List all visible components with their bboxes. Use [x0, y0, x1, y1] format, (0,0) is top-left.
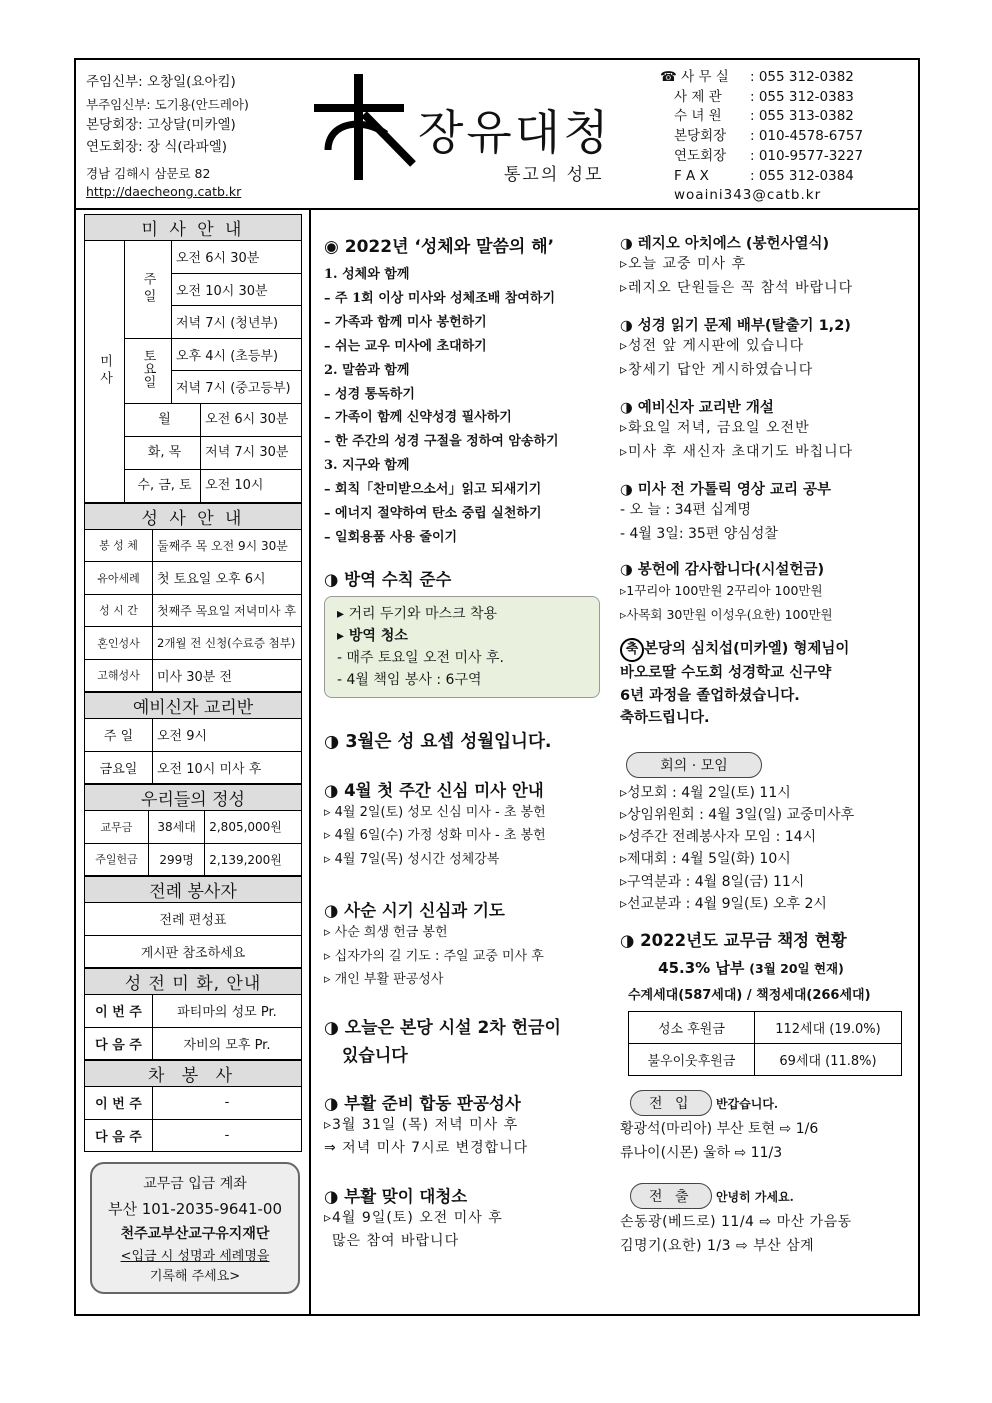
list-item: ▹3월 31일 (목) 저녁 미사 후	[324, 1116, 519, 1133]
header	[76, 60, 918, 210]
saturday-time: 저녁 7시 (중고등부)	[172, 371, 302, 404]
offering-count: 38세대	[149, 811, 205, 844]
meeting-label: 회의 · 모임	[626, 752, 762, 778]
tithe-date: (3월 20일 현재)	[749, 961, 844, 977]
joseph-notice: ◑ 3월은 성 요셉 성월입니다.	[324, 731, 552, 752]
tithe-rate: 45.3% 납부	[658, 959, 745, 978]
meeting-list	[620, 782, 912, 916]
list-item: – 쉬는 교우 미사에 초대하기	[324, 338, 487, 354]
middle-column	[324, 232, 614, 1254]
weekday-row: 수, 금, 토 오전 10시	[125, 469, 302, 502]
account-title: 교무금 입금 계좌	[143, 1176, 247, 1192]
bible-title: ◑ 성경 읽기 문제 배부(탈출기 1,2)	[620, 318, 851, 334]
list-item: ▹구역분과 : 4월 8일(금) 11시	[620, 873, 805, 890]
list-item: ▹레지오 단원들은 꼭 참석 바랍니다	[620, 279, 854, 296]
offering-amount: 2,139,200원	[205, 843, 302, 876]
address: 경남 김해시 삼문로 82	[86, 166, 211, 181]
firstweek-title: ◑ 4월 첫 주간 신심 미사 안내	[324, 780, 544, 800]
contact-row: ☎ 사 무 실 : 055 312-0382	[660, 69, 854, 85]
support-table	[628, 1011, 902, 1076]
list-item: ▹성주간 전례봉사자 모임 : 14시	[620, 829, 817, 846]
thanks-list	[620, 579, 912, 626]
list-item: 1. 성체와 함께	[324, 267, 410, 282]
sacrament-name: 고해성사	[85, 659, 153, 692]
contact-row: F A X : 055 312-0384	[674, 167, 854, 184]
sunday-time: 오전 10시 30분	[172, 273, 302, 306]
list-item: – 가족과 함께 미사 봉헌하기	[324, 314, 487, 330]
bulletin-title: 장유대청	[418, 106, 612, 161]
website-link[interactable]: http://daecheong.catb.kr	[86, 184, 242, 199]
sacrament-name: 성 시 간	[85, 594, 153, 627]
list-item: - 4월 책임 봉사 : 6구역	[337, 671, 482, 688]
list-item: ⇒ 저녁 미사 7시로 변경합니다	[324, 1140, 529, 1157]
catechumen-list	[620, 417, 912, 464]
support-value: 69세대 (11.8%)	[754, 1044, 901, 1076]
liturgy-table	[84, 876, 302, 968]
list-item: ▹미사 후 새신자 초대기도 바칩니다	[620, 443, 854, 460]
list-item: – 가족이 함께 신약성경 필사하기	[324, 410, 512, 426]
flower-week: 다 음 주	[85, 1027, 153, 1060]
flower-table	[84, 968, 302, 1060]
list-item: - 매주 토요일 오전 미사 후.	[337, 649, 504, 666]
driver-week: 다 음 주	[85, 1119, 153, 1152]
contact-row: 본당회장 : 010-4578-6757	[674, 128, 864, 145]
offering-amount: 2,805,000원	[205, 811, 302, 844]
list-item: - 오 늘 : 34편 십계명	[620, 502, 751, 518]
out-label: 전 출	[630, 1183, 712, 1209]
offering-count: 299명	[149, 843, 205, 876]
legio-title: ◑ 레지오 아치에스 (봉헌사열식)	[620, 236, 830, 252]
congrats-line: 6년 과정을 졸업하셨습니다.	[620, 687, 800, 704]
list-item: ▹오늘 교중 미사 후	[620, 256, 747, 272]
lent-title: ◑ 사순 시기 신심과 기도	[324, 901, 505, 921]
liturgy-title: 전례 봉사자	[85, 877, 302, 903]
cleaning-list	[324, 1207, 614, 1254]
list-item: 류나이(시몬) 울하 ⇨ 11/3	[620, 1144, 783, 1161]
sacrament-value: 2개월 전 신청(수료증 첨부)	[153, 627, 302, 660]
liturgy-row: 게시판 참조하세요	[85, 935, 302, 968]
support-value: 112세대 (19.0%)	[754, 1012, 901, 1044]
saturday-time: 오후 4시 (초등부)	[172, 338, 302, 371]
legio-list	[620, 253, 912, 300]
list-item: ▸ 방역 청소	[337, 627, 408, 644]
second-offering	[324, 1014, 614, 1070]
list-item: – 일회용품 사용 줄이기	[324, 529, 458, 545]
bulletin-subtitle: 통고의 성모	[504, 165, 604, 185]
driver-week: 이 번 주	[85, 1087, 153, 1120]
mass-title: 미 사 안 내	[85, 215, 302, 241]
sacrament-value: 미사 30분 전	[153, 659, 302, 692]
driver-table	[84, 1060, 302, 1152]
catechumen-title: 예비신자 교리반	[85, 693, 302, 719]
sacrament-title: 성 사 안 내	[85, 503, 302, 529]
offering-name: 교무금	[85, 811, 149, 844]
firstweek-list	[324, 801, 614, 872]
confession-list	[324, 1114, 614, 1161]
in-row	[630, 1090, 912, 1116]
list-item: 2. 말씀과 함께	[324, 362, 410, 378]
cleaning-title: ◑ 부활 맞이 대청소	[324, 1186, 468, 1206]
tithe-sub: 수계세대(587세대) / 책정세대(266세대)	[628, 988, 871, 1004]
cross-logo-icon	[308, 72, 418, 182]
congrats-line: 본당의 심치섭(미카엘) 형제님이	[644, 641, 850, 657]
catechumen-day: 주 일	[85, 719, 153, 752]
email[interactable]: woaini343@catb.kr	[674, 187, 822, 204]
offering-table	[84, 784, 302, 876]
staff-row: 본당회장: 고상달(미카엘)	[86, 117, 236, 133]
support-name: 성소 후원금	[629, 1012, 755, 1044]
video-list	[620, 499, 912, 546]
staff-row: 주임신부: 오창일(요아킴)	[86, 74, 236, 90]
list-item: ▹4월 9일(토) 오전 미사 후	[324, 1209, 503, 1226]
account-owner: 천주교부산교구유지재단	[120, 1226, 270, 1242]
contact-row: 연도회장 : 010-9577-3227	[674, 147, 864, 164]
list-item: – 에너지 절약하여 탄소 중립 실천하기	[324, 506, 542, 522]
list-item: 손동광(베드로) 11/4 ⇨ 마산 가음동	[620, 1214, 852, 1231]
in-list	[620, 1118, 912, 1165]
bulletin-frame	[74, 58, 920, 1316]
catechumen-time: 오전 10시 미사 후	[153, 751, 302, 784]
mass-label: 미 사	[85, 241, 125, 503]
thanks-title: ◑ 봉헌에 감사합니다(시설헌금)	[620, 562, 825, 578]
quarantine-title: ◑ 방역 수칙 준수	[324, 569, 452, 589]
sacrament-table	[84, 503, 302, 693]
list-item: ▹사목회 30만원 이성우(요한) 100만원	[620, 606, 833, 622]
sunday-label: 주 일	[125, 241, 172, 339]
year-title: ◉ 2022년 ‘성체와 말씀의 해’	[324, 237, 555, 257]
sacrament-value: 둘째주 목 오전 9시 30분	[153, 529, 302, 562]
list-item: ▹성전 앞 게시판에 있습니다	[620, 338, 805, 354]
list-item: – 성경 통독하기	[324, 386, 415, 402]
driver-title: 차 봉 사	[85, 1061, 302, 1087]
in-note: 반갑습니다.	[715, 1097, 779, 1112]
liturgy-row: 전례 편성표	[85, 903, 302, 936]
sunday-time: 오전 6시 30분	[172, 241, 302, 274]
quarantine-box	[324, 596, 600, 698]
congrats-line: 축하드립니다.	[620, 710, 710, 726]
staff-row: 부주임신부: 도기용(안드레아)	[86, 96, 249, 112]
driver-value: -	[153, 1087, 302, 1120]
column-divider	[309, 210, 311, 1316]
mass-table	[84, 214, 302, 503]
offering-title: 우리들의 정성	[85, 785, 302, 811]
catechumen-time: 오전 9시	[153, 719, 302, 752]
sunday-time: 저녁 7시 (청년부)	[172, 306, 302, 339]
sacrament-value: 첫 토요일 오후 6시	[153, 562, 302, 595]
sacrament-name: 유아세례	[85, 562, 153, 595]
congrats-mark: 축	[620, 638, 644, 662]
list-item: – 회칙「찬미받으소서」읽고 되새기기	[324, 482, 542, 498]
catechumen-table	[84, 692, 302, 784]
sacrament-name: 봉 성 체	[85, 529, 153, 562]
congrats-line: 바오로딸 수도회 성경학교 신구약	[620, 665, 832, 681]
flower-week: 이 번 주	[85, 995, 153, 1028]
staff-row: 연도회장: 장 식(라파엘)	[86, 138, 228, 155]
contact-row: 사 제 관 : 055 312-0383	[674, 88, 854, 105]
account-note: <입금 시 성명과 세례명을	[120, 1249, 270, 1264]
second-offering-line: ◑ 오늘은 본당 시설 2차 헌금이	[324, 1017, 561, 1038]
video-title: ◑ 미사 전 가톨릭 영상 교리 공부	[620, 482, 832, 498]
tithe-rate-row	[590, 957, 912, 978]
list-item: ▸ 거리 두기와 마스크 착용	[337, 605, 498, 622]
list-item: ▹창세기 답안 게시하였습니다	[620, 361, 814, 378]
driver-value: -	[153, 1119, 302, 1152]
right-column	[620, 232, 912, 1258]
account-note: 기록해 주세요>	[149, 1269, 241, 1284]
list-item: ▹ 4월 2일(토) 성모 신심 미사 - 초 봉헌	[324, 804, 546, 820]
sidebar	[84, 214, 302, 1152]
contact-row: 수 녀 원 : 055 313-0382	[674, 108, 854, 125]
list-item: ▹제대회 : 4월 5일(화) 10시	[620, 851, 791, 868]
account-box	[90, 1162, 300, 1294]
list-item: 김명기(요한) 1/3 ⇨ 부산 삼계	[620, 1237, 815, 1254]
second-offering-line: 있습니다	[342, 1045, 408, 1066]
sacrament-name: 혼인성사	[85, 627, 153, 660]
list-item: ▹화요일 저녁, 금요일 오전반	[620, 420, 810, 436]
bible-list	[620, 335, 912, 382]
sacrament-value: 첫째주 목요일 저녁미사 후	[153, 594, 302, 627]
list-item: - 4월 3일: 35편 양심성찰	[620, 525, 778, 542]
tithe-title: ◑ 2022년도 교무금 책정 현황	[620, 931, 847, 951]
out-list	[620, 1211, 912, 1258]
list-item: ▹ 4월 6일(수) 가정 성화 미사 - 초 봉헌	[324, 828, 546, 844]
congrats-block	[620, 638, 912, 730]
list-item: ▹선교분과 : 4월 9일(토) 오후 2시	[620, 895, 827, 912]
weekday-row: 화, 목 저녁 7시 30분	[125, 436, 302, 469]
saturday-label: 토요일	[125, 338, 172, 403]
list-item: ▹ 4월 7일(목) 성시간 성체강복	[324, 851, 500, 867]
support-name: 불우이웃후원금	[629, 1044, 755, 1076]
lent-list	[324, 921, 614, 992]
list-item: ▹1꾸리아 100만원 2꾸리아 100만원	[620, 583, 823, 598]
catechumen-day: 금요일	[85, 751, 153, 784]
list-item: 황광석(마리아) 부산 토현 ⇨ 1/6	[620, 1121, 819, 1138]
year-list	[324, 263, 614, 550]
in-label: 전 입	[630, 1090, 712, 1116]
list-item: – 주 1회 이상 미사와 성체조배 참여하기	[324, 290, 556, 306]
list-item: ▹ 사순 희생 헌금 봉헌	[324, 925, 448, 941]
flower-value: 자비의 모후 Pr.	[153, 1027, 302, 1060]
confession-title: ◑ 부활 준비 합동 판공성사	[324, 1093, 521, 1113]
list-item: ▹ 십자가의 길 기도 : 주일 교중 미사 후	[324, 948, 544, 964]
out-note: 안녕히 가세요.	[715, 1190, 794, 1205]
flower-title: 성 전 미 화, 안내	[85, 969, 302, 995]
list-item: 많은 참여 바랍니다	[332, 1233, 460, 1250]
offering-name: 주일헌금	[85, 843, 149, 876]
staff-list	[86, 72, 249, 204]
list-item: 3. 지구와 함께	[324, 458, 410, 474]
list-item: ▹상임위원회 : 4월 3일(일) 교중미사후	[620, 806, 855, 823]
contact-list	[660, 68, 863, 206]
account-number: 부산 101-2035-9641-00	[107, 1200, 283, 1218]
weekday-row: 월 오전 6시 30분	[125, 403, 302, 436]
flower-value: 파티마의 성모 Pr.	[153, 995, 302, 1028]
list-item: – 한 주간의 성경 구절을 정하여 암송하기	[324, 434, 559, 450]
list-item: ▹성모회 : 4월 2일(토) 11시	[620, 784, 791, 801]
out-row	[630, 1183, 912, 1209]
list-item: ▹ 개인 부활 판공성사	[324, 972, 444, 988]
catechumen-notice-title: ◑ 예비신자 교리반 개설	[620, 400, 774, 416]
